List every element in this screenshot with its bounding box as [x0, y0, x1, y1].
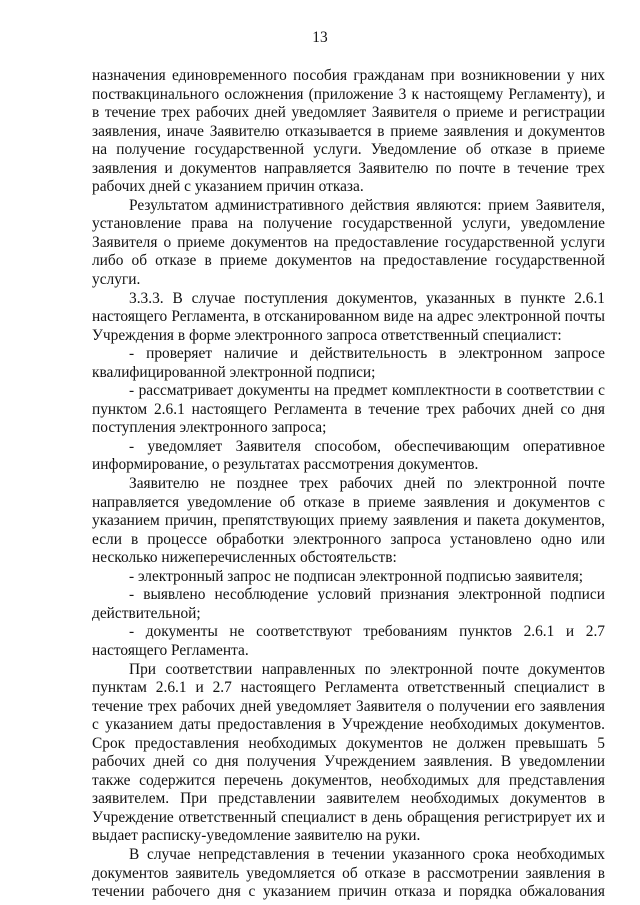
text-line: Срок предоставления необходимых документов не должен превышать 5 [92, 734, 605, 752]
text-line: пунктам 2.6.1 и 2.7 настоящего Регламента ответственный специалист в [92, 679, 605, 697]
text-line: - документы не соответствуют требованиям пунктов 2.6.1 и 2.7 [129, 623, 605, 641]
text-line: Результатом административного действия являются: прием Заявителя, [129, 196, 605, 214]
page-number: 13 [312, 29, 328, 46]
text-line: услуги. [92, 271, 141, 289]
text-line: информирование, о результатах рассмотрения документов. [92, 456, 479, 474]
text-line: Заявителю не позднее трех рабочих дней по электронной почте [129, 475, 605, 493]
text-line: установление права на получение государственной услуги, уведомление [92, 215, 605, 233]
text-line: если в процессе обработки электронного запроса установлено одно или [92, 530, 605, 548]
text-line: несколько нижеперечисленных обстоятельств: [92, 549, 397, 567]
text-line: Заявителя о приеме документов на предоставление государственной услуги [92, 233, 605, 251]
text-line: назначения единовременного пособия гражданам при возникновении у них [92, 67, 605, 84]
text-line: рабочих дней с указанием причин отказа. [92, 178, 364, 196]
text-line: течение трех рабочих дней уведомляет Заявителя о получении его заявления [92, 697, 605, 715]
text-line: заявителем. При представлении заявителем необходимых документов в [92, 790, 605, 808]
text-line: заявления, иначе Заявителю отказывается в приеме заявления и документов [92, 122, 605, 140]
text-line: - рассматривает документы на предмет комплектности в соответствии с [129, 382, 605, 400]
document-body [92, 67, 605, 902]
text-line: поствакцинального осложнения (приложение 3 к настоящему Регламенту), и [92, 85, 605, 103]
text-line: заявления и документов направляется Заявителю по почте в течение трех [92, 159, 605, 177]
text-line: на получение государственной услуги. Уведомление об отказе в приеме [92, 141, 605, 159]
text-line: В случае непредставления в течении указанного срока необходимых [129, 845, 605, 863]
text-line: настоящего Регламента, в отсканированном виде на адрес электронной почты [92, 308, 605, 326]
text-line: - проверяет наличие и действительность в электронном запросе [129, 345, 605, 363]
text-line: выдает расписку-уведомление заявителю на руки. [92, 827, 421, 845]
text-line: 3.3.3. В случае поступления документов, указанных в пункте 2.6.1 [129, 289, 605, 307]
text-line: рабочих дней со дня получения Учреждением заявления. В уведомлении [92, 753, 605, 771]
text-line: в течение трех рабочих дней уведомляет Заявителя о приеме и регистрации [92, 104, 605, 122]
text-line: настоящего Регламента. [92, 641, 249, 659]
text-line: поступления электронного запроса; [92, 419, 327, 437]
text-line: течении рабочего дня с указанием причин отказа и порядка обжалования [92, 883, 605, 901]
text-line: - уведомляет Заявителя способом, обеспечивающим оперативное [129, 437, 605, 455]
text-line: При соответствии направленных по электронной почте документов [129, 660, 605, 678]
text-line: с указанием даты предоставления в Учреждение необходимых документов. [92, 716, 605, 734]
text-line: направляется уведомление об отказе в приеме заявления и документов с [92, 493, 605, 511]
text-line: пунктом 2.6.1 настоящего Регламента в течение трех рабочих дней со дня [92, 400, 605, 418]
text-line: документов заявитель уведомляется об отказе в рассмотрении заявления в [92, 864, 605, 882]
text-line: указанием причин, препятствующих приему заявления и пакета документов, [92, 512, 605, 530]
text-line: Учреждения в форме электронного запроса ответственный специалист: [92, 326, 562, 344]
text-line: действительной; [92, 604, 201, 622]
text-line: либо об отказе в приеме документов на предоставление государственной [92, 252, 605, 270]
text-line: квалифицированной электронной подписи; [92, 363, 376, 381]
text-line: - электронный запрос не подписан электронной подписью заявителя; [129, 567, 584, 585]
text-line: - выявлено несоблюдение условий признания электронной подписи [129, 586, 605, 604]
text-line: также содержится перечень документов, необходимых для представления [92, 771, 605, 789]
text-line: Учреждение ответственный специалист в день обращения регистрирует их и [92, 808, 605, 826]
